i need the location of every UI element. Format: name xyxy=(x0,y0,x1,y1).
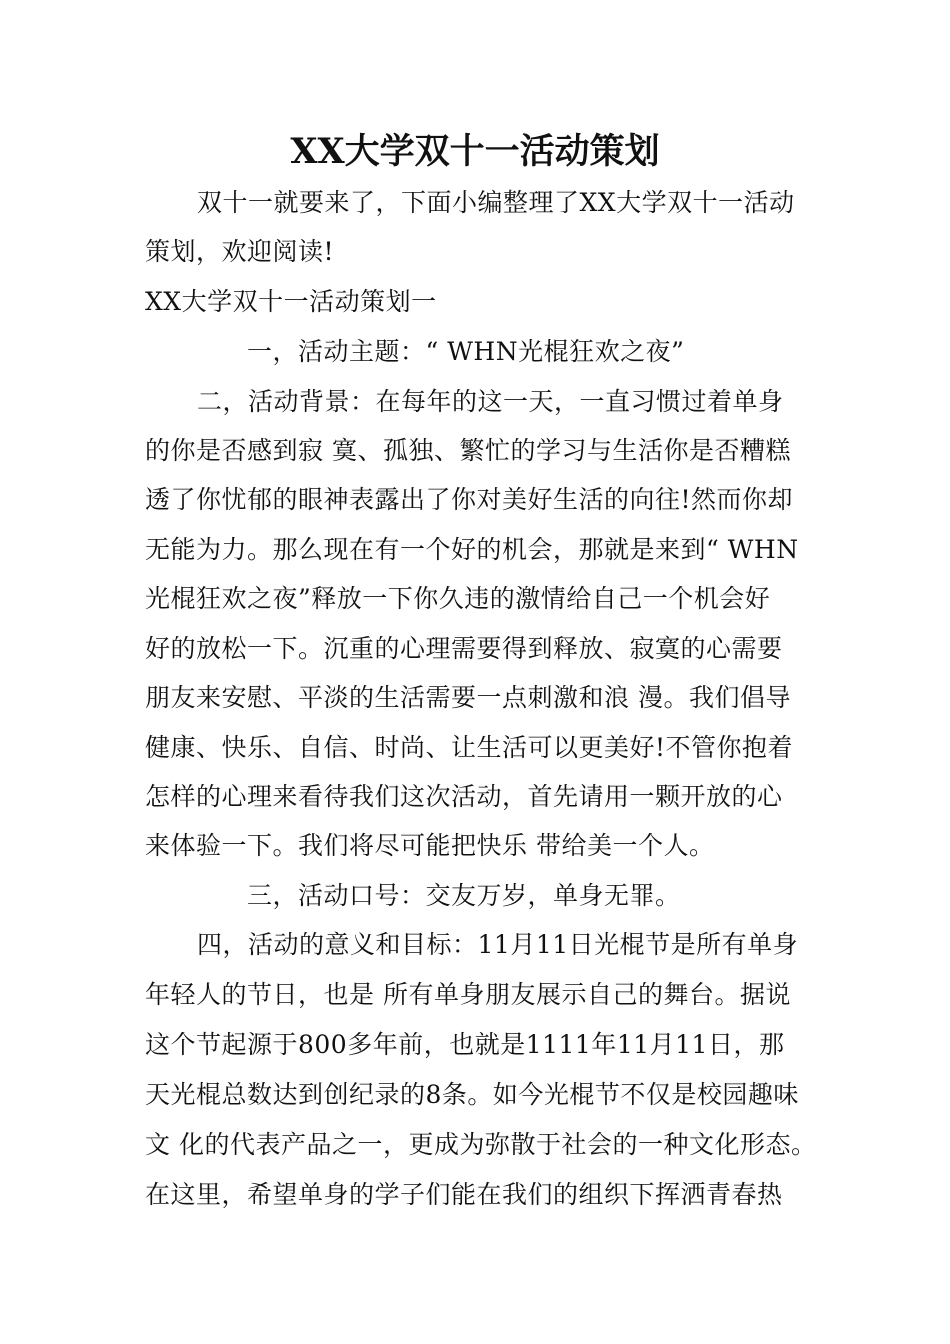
paragraph-line: 三，活动口号：交友万岁，单身无罪。 xyxy=(247,881,681,910)
paragraph-line: 双十一就要来了，下面小编整理了XX大学双十一活动 xyxy=(197,188,795,217)
paragraph-line: 在这里，希望单身的学子们能在我们的组织下挥洒青春热 xyxy=(145,1180,783,1209)
paragraph-line: 健康、快乐、自信、时尚、让生活可以更美好!不管你抱着 xyxy=(145,733,794,762)
paragraph-line: 二，活动背景：在每年的这一天，一直习惯过着单身 xyxy=(197,387,784,416)
paragraph-line: 一，活动主题：“ WHN光棍狂欢之夜” xyxy=(247,337,685,366)
paragraph-line: 四，活动的意义和目标：11月11日光棍节是所有单身 xyxy=(197,930,799,959)
paragraph-line: 怎样的心理来看待我们这次活动，首先请用一颗开放的心 xyxy=(145,782,783,811)
paragraph-line: 透了你忧郁的眼神表露出了你对美好生活的向往!然而你却 xyxy=(145,485,794,514)
paragraph-line: 好的放松一下。沉重的心理需要得到释放、寂寞的心需要 xyxy=(145,634,783,663)
paragraph-line: 策划，欢迎阅读! xyxy=(145,237,335,266)
paragraph-line: 的你是否感到寂 寞、孤独、繁忙的学习与生活你是否糟糕 xyxy=(145,436,791,465)
paragraph-line: 这个节起源于800多年前，也就是1111年11月11日，那 xyxy=(145,1030,785,1059)
paragraph-line: 来体验一下。我们将尽可能把快乐 带给美一个人。 xyxy=(145,831,715,860)
paragraph-line: 天光棍总数达到创纪录的8条。如今光棍节不仅是校园趣味 xyxy=(145,1080,799,1109)
paragraph-line: 年轻人的节日，也是 所有单身朋友展示自己的舞台。据说 xyxy=(145,980,791,1009)
document-title: XX大学双十一活动策划 xyxy=(290,131,660,172)
paragraph-line: 文 化的代表产品之一，更成为弥散于社会的一种文化形态。 xyxy=(145,1130,817,1159)
section-heading: XX大学双十一活动策划一 xyxy=(145,287,437,316)
paragraph-line: 无能为力。那么现在有一个好的机会，那就是来到“ WHN xyxy=(145,535,799,564)
paragraph-line: 朋友来安慰、平淡的生活需要一点刺激和浪 漫。我们倡导 xyxy=(145,683,791,712)
paragraph-line: 光棍狂欢之夜”释放一下你久违的激情给自己一个机会好 xyxy=(145,584,771,613)
